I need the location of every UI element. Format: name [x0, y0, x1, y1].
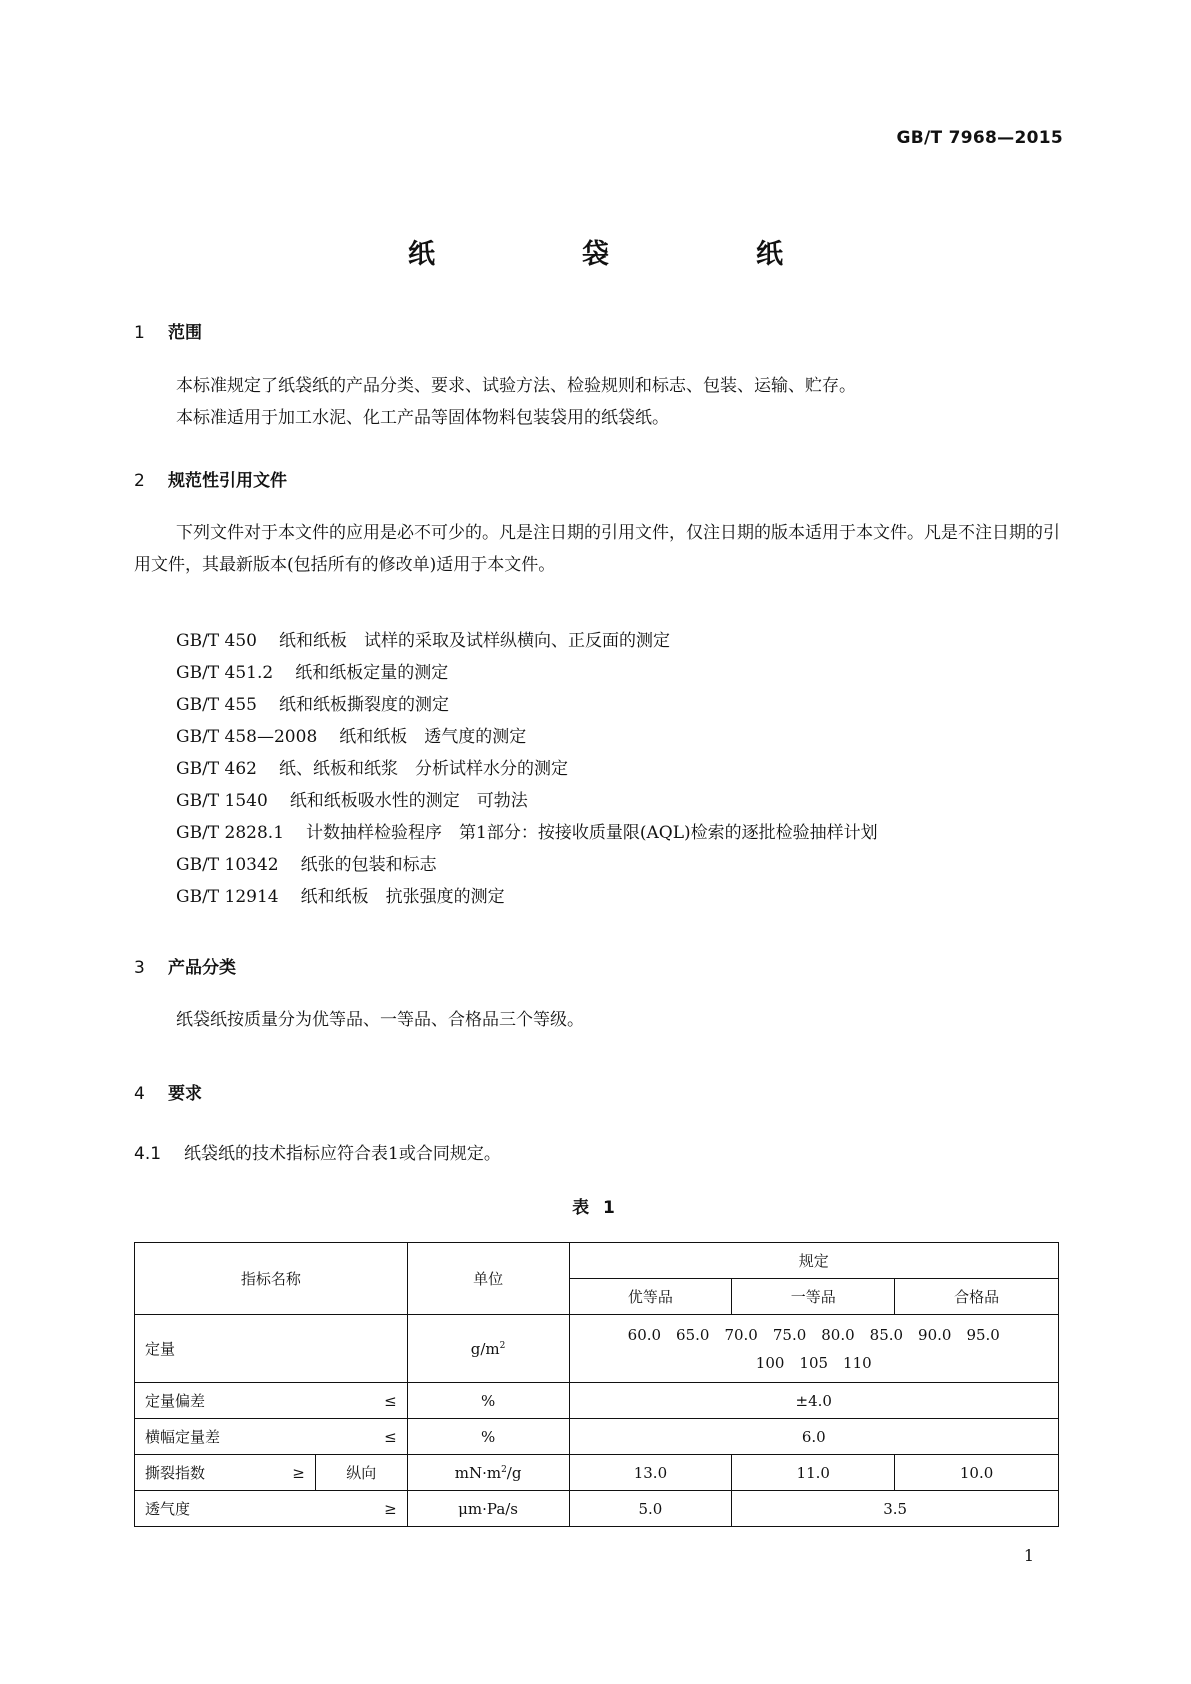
- section-number: 2: [134, 471, 145, 491]
- value-qualified: 10.0: [895, 1455, 1059, 1491]
- header-grade-superior: 优等品: [569, 1279, 732, 1315]
- reference-item: [176, 785, 878, 817]
- section-3-heading: [134, 953, 236, 978]
- comparison-symbol: ≤: [384, 1427, 397, 1446]
- section-title: 要求: [168, 1084, 202, 1104]
- header-grade-first: 一等品: [732, 1279, 895, 1315]
- row-subname: 纵向: [315, 1455, 407, 1491]
- section-number: 3: [134, 958, 145, 978]
- reference-code: GB/T 2828.1: [176, 823, 285, 843]
- section-number: 1: [134, 323, 145, 343]
- table-header-row: [135, 1243, 1059, 1279]
- row-value: ±4.0: [569, 1383, 1058, 1419]
- header-indicator: 指标名称: [135, 1243, 408, 1315]
- row-unit: %: [407, 1383, 569, 1419]
- values-line-1: 60.0 65.0 70.0 75.0 80.0 85.0 90.0 95.0: [627, 1325, 1000, 1344]
- section-3-paragraph-1: 纸袋纸按质量分为优等品、一等品、合格品三个等级。: [176, 1010, 584, 1030]
- reference-code: GB/T 10342: [176, 855, 279, 875]
- row-unit: [407, 1315, 569, 1383]
- table-row-basis-weight: [135, 1315, 1059, 1383]
- section-1-paragraph-1: 本标准规定了纸袋纸的产品分类、要求、试验方法、检验规则和标志、包装、运输、贮存。: [176, 376, 856, 396]
- reference-item: [176, 721, 878, 753]
- header-unit: 单位: [407, 1243, 569, 1315]
- reference-name: 纸和纸板撕裂度的测定: [279, 695, 449, 715]
- reference-name: 纸张的包装和标志: [300, 855, 437, 875]
- section-4-heading: [134, 1079, 202, 1104]
- section-2-paragraph-1: 下列文件对于本文件的应用是必不可少的。凡是注日期的引用文件，仅注日期的版本适用于本文件。凡是不注日期的引用文件，其最新版本(包括所有的修改单)适用于本文件。: [134, 523, 1060, 575]
- header-spec: 规定: [569, 1243, 1058, 1279]
- row-unit: μm·Pa/s: [407, 1491, 569, 1527]
- reference-item: [176, 849, 878, 881]
- comparison-symbol: ≥: [292, 1463, 305, 1482]
- value-first: 11.0: [732, 1455, 895, 1491]
- reference-name: 纸和纸板 抗张强度的测定: [300, 887, 505, 907]
- value-first-and-qualified: 3.5: [732, 1491, 1059, 1527]
- row-name: 横幅定量差: [145, 1428, 221, 1446]
- section-title: 范围: [168, 323, 202, 343]
- row-name-cell: [135, 1419, 408, 1455]
- reference-code: GB/T 450: [176, 631, 257, 651]
- reference-name: 纸和纸板吸水性的测定 可勃法: [289, 791, 528, 811]
- section-1-heading: [134, 318, 202, 343]
- unit-part-b: /g: [506, 1463, 522, 1482]
- row-name-cell: [135, 1455, 316, 1491]
- header-grade-qualified: 合格品: [895, 1279, 1059, 1315]
- clause-4-1: [134, 1139, 501, 1164]
- section-1-paragraph-2: 本标准适用于加工水泥、化工产品等固体物料包装袋用的纸袋纸。: [176, 408, 669, 428]
- table-row-tear-index: [135, 1455, 1059, 1491]
- reference-code: GB/T 451.2: [176, 663, 274, 683]
- reference-item: [176, 657, 878, 689]
- table-row-weight-deviation: [135, 1383, 1059, 1419]
- reference-code: GB/T 455: [176, 695, 257, 715]
- reference-name: 纸和纸板 透气度的测定: [339, 727, 527, 747]
- reference-name: 计数抽样检验程序 第1部分：按接收质量限(AQL)检索的逐批检验抽样计划: [306, 823, 878, 843]
- row-name-cell: [135, 1491, 408, 1527]
- reference-name: 纸、纸板和纸浆 分析试样水分的测定: [279, 759, 568, 779]
- table-row-air-permeability: [135, 1491, 1059, 1527]
- reference-item: [176, 881, 878, 913]
- document-title: 纸 袋 纸: [408, 239, 843, 270]
- value-superior: 5.0: [569, 1491, 732, 1527]
- row-name: 透气度: [145, 1500, 191, 1518]
- row-unit: %: [407, 1419, 569, 1455]
- values-line-2: 100 105 110: [755, 1353, 872, 1372]
- row-unit: [407, 1455, 569, 1491]
- value-superior: 13.0: [569, 1455, 732, 1491]
- reference-name: 纸和纸板 试样的采取及试样纵横向、正反面的测定: [279, 631, 670, 651]
- reference-item: [176, 817, 878, 849]
- reference-item: [176, 689, 878, 721]
- unit-base: g/m: [470, 1339, 500, 1358]
- clause-number: 4.1: [134, 1144, 162, 1164]
- row-name-cell: [135, 1383, 408, 1419]
- row-name: 定量: [135, 1315, 408, 1383]
- comparison-symbol: ≥: [384, 1499, 397, 1518]
- row-name: 撕裂指数: [145, 1464, 206, 1482]
- reference-code: GB/T 1540: [176, 791, 268, 811]
- comparison-symbol: ≤: [384, 1391, 397, 1410]
- reference-code: GB/T 12914: [176, 887, 279, 907]
- row-value: 6.0: [569, 1419, 1058, 1455]
- reference-code: GB/T 458—2008: [176, 727, 318, 747]
- section-title: 规范性引用文件: [168, 471, 287, 491]
- reference-item: [176, 753, 878, 785]
- clause-text: 纸袋纸的技术指标应符合表1或合同规定。: [184, 1144, 501, 1164]
- unit-exponent: 2: [501, 1464, 507, 1475]
- section-number: 4: [134, 1084, 145, 1104]
- spec-table: [134, 1242, 1059, 1527]
- section-title: 产品分类: [168, 958, 236, 978]
- normative-references-list: [176, 625, 878, 913]
- unit-exponent: 2: [499, 1340, 506, 1351]
- reference-name: 纸和纸板定量的测定: [295, 663, 449, 683]
- standard-code: GB/T 7968—2015: [896, 128, 1063, 148]
- row-name: 定量偏差: [145, 1392, 206, 1410]
- row-values: [569, 1315, 1058, 1383]
- section-2-heading: [134, 466, 287, 491]
- table-row-cross-deviation: [135, 1419, 1059, 1455]
- table-caption: 表 1: [572, 1198, 619, 1218]
- reference-code: GB/T 462: [176, 759, 257, 779]
- page-number: 1: [1023, 1546, 1034, 1565]
- reference-item: [176, 625, 878, 657]
- unit-part-a: mN·m: [454, 1463, 502, 1482]
